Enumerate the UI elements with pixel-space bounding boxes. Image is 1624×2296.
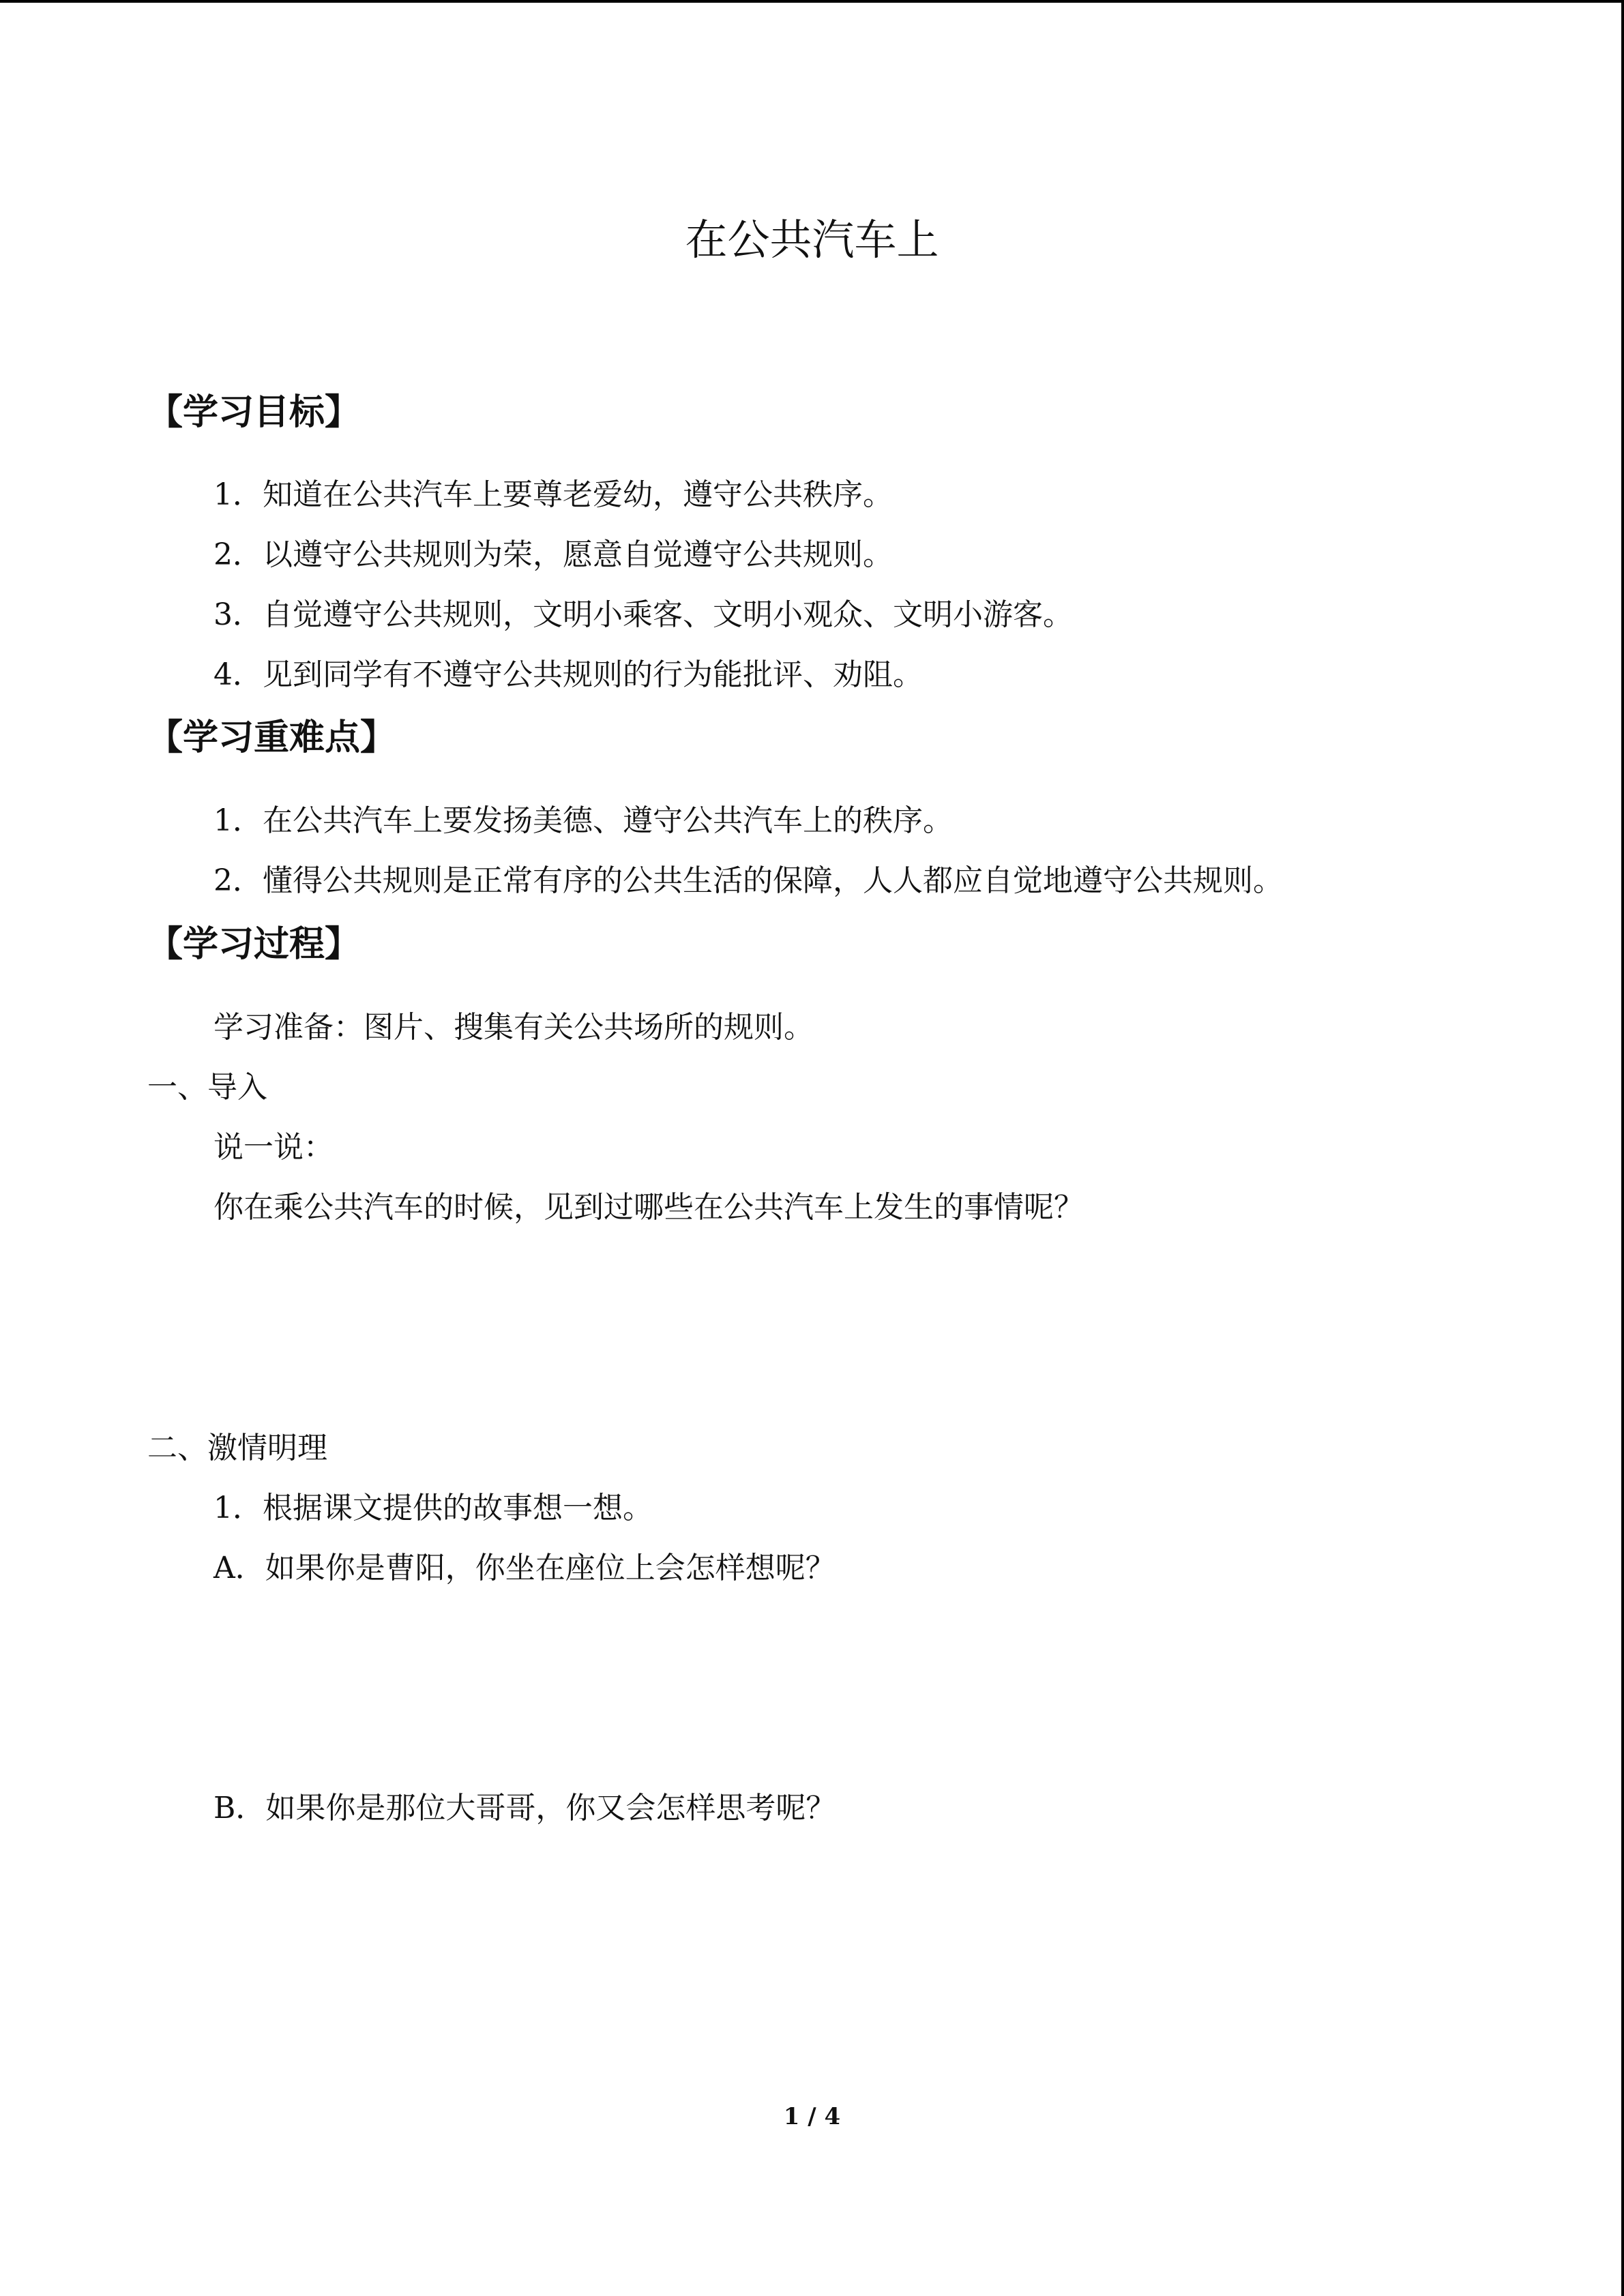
- page-title: 在公共汽车上: [685, 215, 939, 265]
- section-heading-process: 【学习过程】: [147, 924, 361, 965]
- part2-line-3: B．如果你是那位大哥哥，你又会怎样思考呢？: [213, 1791, 836, 1825]
- section-heading-key-points: 【学习重难点】: [147, 717, 396, 758]
- page-border-top: [0, 0, 1624, 3]
- part2-line-2: A．如果你是曹阳，你坐在座位上会怎样想呢？: [213, 1551, 836, 1585]
- process-prep: 学习准备：图片、搜集有关公共场所的规则。: [213, 1010, 814, 1045]
- objective-item-4: 4．见到同学有不遵守公共规则的行为能批评、劝阻。: [213, 657, 923, 692]
- objective-item-3: 3．自觉遵守公共规则，文明小乘客、文明小观众、文明小游客。: [213, 597, 1073, 632]
- part2-title: 二、激情明理: [147, 1431, 327, 1465]
- part2-line-1: 1．根据课文提供的故事想一想。: [213, 1491, 653, 1525]
- part1-line-1: 说一说：: [213, 1130, 334, 1165]
- page-number: 1 / 4: [783, 2103, 841, 2130]
- part1-title: 一、导入: [147, 1070, 267, 1105]
- key-point-item-1: 1．在公共汽车上要发扬美德、遵守公共汽车上的秩序。: [213, 803, 953, 838]
- part1-line-2: 你在乘公共汽车的时候，见到过哪些在公共汽车上发生的事情呢？: [213, 1190, 1084, 1225]
- page-border-right: [1621, 0, 1624, 2296]
- key-point-item-2: 2．懂得公共规则是正常有序的公共生活的保障，人人都应自觉地遵守公共规则。: [213, 863, 1283, 898]
- section-heading-objectives: 【学习目标】: [147, 392, 361, 433]
- objective-item-1: 1．知道在公共汽车上要尊老爱幼，遵守公共秩序。: [213, 477, 893, 512]
- objective-item-2: 2．以遵守公共规则为荣，愿意自觉遵守公共规则。: [213, 537, 893, 572]
